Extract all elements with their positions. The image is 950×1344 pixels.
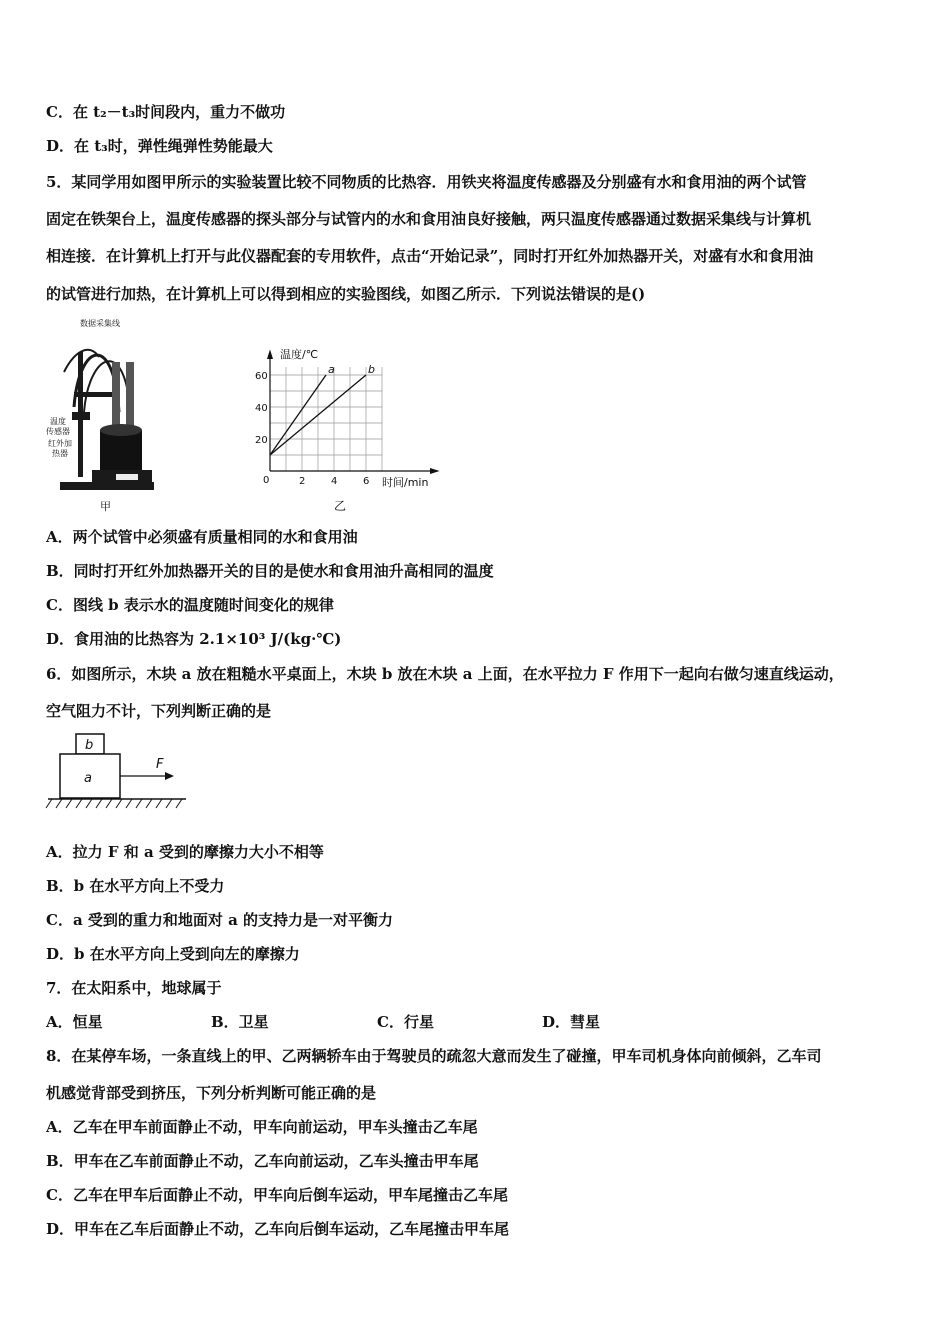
label-heater-2: 热器 <box>52 449 68 458</box>
q5-option-d: D．食用油的比热容为 2.1×10³ J/(kg·℃) <box>46 630 342 648</box>
block-b-label: b <box>85 738 94 753</box>
origin-label: 0 <box>263 475 270 486</box>
q8-stem-line-1: 8．在某停车场，一条直线上的甲、乙两辆轿车由于驾驶员的疏忽大意而发生了碰撞，甲车司机身体向前倾斜，乙车司 <box>46 1047 822 1065</box>
y-tick-label: 40 <box>255 403 268 414</box>
q6-stem-line-1: 6．如图所示，木块 a 放在粗糙水平桌面上，木块 b 放在木块 a 上面，在水平拉力 F 作用下一起向右做匀速直线运动， <box>46 665 844 683</box>
q4-option-d: D．在 t₃时，弹性绳弹性势能最大 <box>46 137 273 155</box>
apparatus-figure <box>44 312 164 517</box>
q6-option-d: D．b 在水平方向上受到向左的摩擦力 <box>46 945 300 963</box>
q6-option-b: B．b 在水平方向上不受力 <box>46 877 225 895</box>
x-axis-arrow <box>430 468 440 474</box>
blocks-figure <box>44 728 194 816</box>
q8-option-c: C．乙车在甲车后面静止不动，甲车向后倒车运动，甲车尾撞击乙车尾 <box>46 1186 508 1204</box>
q5-stem-line-2: 固定在铁架台上，温度传感器的探头部分与试管内的水和食用油良好接触，两只温度传感器通过数据采集线与计算机 <box>46 210 812 228</box>
q7-option-a: A．恒星 <box>46 1013 103 1031</box>
y-tick-label: 60 <box>255 371 268 382</box>
q8-option-a: A．乙车在甲车前面静止不动，甲车向前运动，甲车头撞击乙车尾 <box>46 1118 478 1136</box>
q8-stem-line-2: 机感觉背部受到挤压，下列分析判断可能正确的是 <box>46 1084 377 1102</box>
q7-stem: 7．在太阳系中，地球属于 <box>46 979 222 997</box>
q7-option-b: B．卫星 <box>211 1013 269 1031</box>
q8-option-d: D．甲车在乙车后面静止不动，乙车向后倒车运动，乙车尾撞击甲车尾 <box>46 1220 510 1238</box>
block-a-label: a <box>84 771 92 786</box>
q7-option-d: D．彗星 <box>542 1013 601 1031</box>
q6-option-a: A．拉力 F 和 a 受到的摩擦力大小不相等 <box>46 843 324 861</box>
force-label: F <box>156 757 164 772</box>
q5-option-a: A．两个试管中必须盛有质量相同的水和食用油 <box>46 528 358 546</box>
caption-jia: 甲 <box>100 500 111 513</box>
label-data-cable: 数据采集线 <box>80 319 120 328</box>
chart-ylabel: 温度/℃ <box>280 348 319 361</box>
q4-option-c: C．在 t₂－t₃时间段内，重力不做功 <box>46 103 286 121</box>
q6-stem-line-2: 空气阻力不计，下列判断正确的是 <box>46 702 272 720</box>
q5-option-b: B．同时打开红外加热器开关的目的是使水和食用油升高相同的温度 <box>46 562 494 580</box>
series-label-a: a <box>328 363 335 376</box>
q5-stem-line-4: 的试管进行加热，在计算机上可以得到相应的实验图线，如图乙所示．下列说法错误的是() <box>46 285 646 303</box>
caption-yi: 乙 <box>334 499 347 513</box>
q6-option-c: C．a 受到的重力和地面对 a 的支持力是一对平衡力 <box>46 911 394 929</box>
q5-option-c: C．图线 b 表示水的温度随时间变化的规律 <box>46 596 334 614</box>
label-sensor-1: 温度 <box>50 417 66 426</box>
q8-option-b: B．甲车在乙车前面静止不动，乙车向前运动，乙车头撞击甲车尾 <box>46 1152 479 1170</box>
temperature-chart <box>250 338 450 518</box>
y-tick-label: 20 <box>255 435 268 446</box>
label-sensor-2: 传感器 <box>46 427 70 436</box>
q5-stem-line-1: 5．某同学用如图甲所示的实验装置比较不同物质的比热容．用铁夹将温度传感器及分别盛有水和食用油的两个试管 <box>46 173 807 191</box>
series-label-b: b <box>368 363 375 376</box>
x-tick-label: 6 <box>363 476 370 487</box>
x-tick-label: 4 <box>331 476 338 487</box>
q5-stem-line-3: 相连接．在计算机上打开与此仪器配套的专用软件，点击“开始记录”，同时打开红外加热器开关，对盛有水和食用油 <box>46 247 814 265</box>
y-axis-arrow <box>267 349 273 359</box>
x-tick-label: 2 <box>299 476 306 487</box>
label-heater-1: 红外加 <box>48 439 72 448</box>
q7-option-c: C．行星 <box>377 1013 434 1031</box>
chart-xlabel: 时间/min <box>382 476 429 489</box>
